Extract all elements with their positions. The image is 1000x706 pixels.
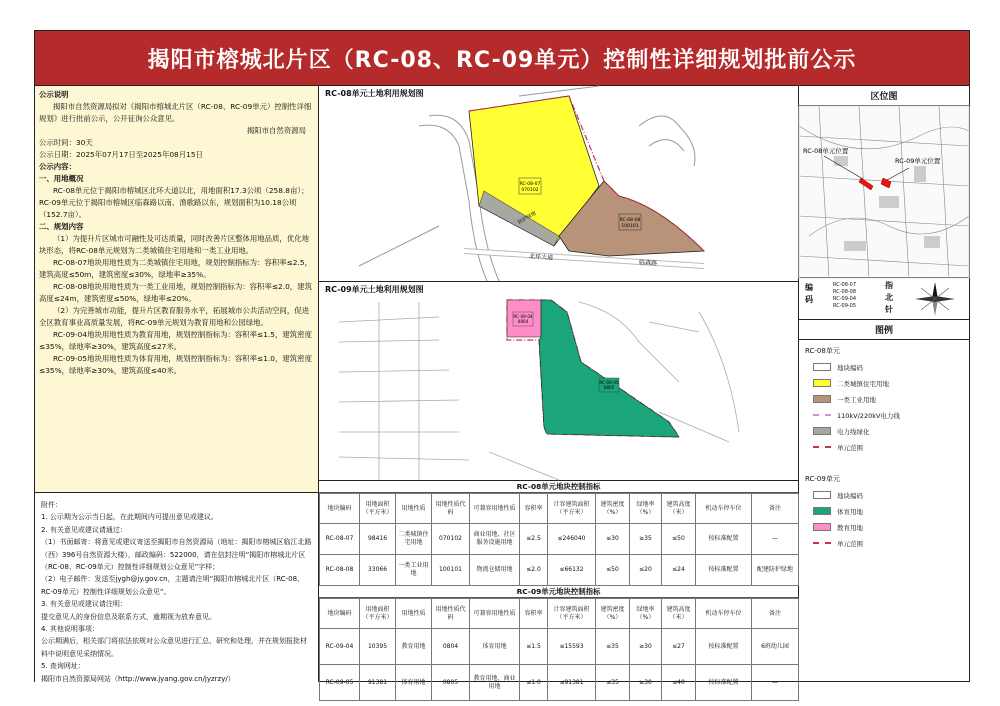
- notes-line: 5. 查询网址：: [41, 662, 85, 671]
- rc09-control-table: [319, 598, 799, 701]
- legend-item: 地块编码: [813, 490, 863, 500]
- legend-item: 一类工业用地: [813, 394, 876, 404]
- rc08-map-title: RC-08单元土地利用规划图: [325, 89, 424, 98]
- legend-item: 体育用地: [813, 506, 863, 516]
- legend-item: 单元范围: [813, 442, 863, 452]
- legend-item: 电力线绿化: [813, 426, 870, 436]
- rc09-map: [319, 282, 798, 480]
- section2-heading: 二、规划内容: [39, 222, 84, 231]
- title-bar: [35, 31, 969, 86]
- code-item: RC-09-04: [833, 296, 857, 302]
- table1-title: RC-08单元地块控制指标: [319, 481, 798, 493]
- notice-heading: 公示说明: [39, 90, 69, 99]
- legend-title: 图例: [799, 320, 969, 340]
- notice-intro: 揭阳市自然资源局拟对《揭阳市榕城北片区（RC-08、RC-09单元）控制性详细规划》进行批前公示，公开征询公众意见。: [39, 102, 312, 123]
- notes-line: 揭阳市自然资源局网站（http://www.jyang.gov.cn/jyzrzy/）: [41, 674, 235, 683]
- notes-line: （2）电子邮件：发送至jygh@jy.gov.cn，主题请注明“揭阳市榕城北片区（RC-08、RC-09单元）控制性详细规划公众意见”。: [41, 575, 305, 596]
- section2-para: （2）为完善城市功能，提升片区教育服务水平，拓展城市公共活动空间，促进全区教育事业高质量发展，将RC-09单元规划为教育用地和公园绿地。: [39, 306, 309, 327]
- rc08-position-label: RC-08单元位置: [803, 147, 849, 155]
- section2-para: （1）为提升片区城市可融性及可达质量，同时改善片区整体用地品质，优化地块形态，将RC-08单元规划为二类城镇住宅用地和一类工业用地。: [39, 234, 309, 255]
- rc08-buffer-label: 防护绿地: [517, 210, 538, 226]
- table-row: RC-09-05 91381 体育用地 0805 教育用地、商业用地 ≤1.0 ≤91381 ≤35 ≥30 ≤40 按标准配置 —: [320, 665, 799, 701]
- rc09-04-code: 0804: [517, 319, 529, 324]
- code-item: RC-08-08: [833, 289, 857, 295]
- rc09-05-code: 0805: [603, 385, 615, 390]
- notes-heading: 附件：: [41, 501, 62, 509]
- legend-item: 110kV/220kV电力线: [813, 410, 900, 420]
- rc08-map-drawing: [319, 86, 798, 281]
- rc08-map: [319, 86, 798, 282]
- page-title: 揭阳市榕城北片区（RC-08、RC-09单元）控制性详细规划批前公示: [147, 47, 857, 73]
- rc08-08-id: RC-08-08: [619, 218, 641, 223]
- section1-heading: 一、用地概况: [39, 174, 84, 183]
- rc09-location-marker: [881, 178, 891, 188]
- section2-para: RC-08-07地块用地性质为二类城镇住宅用地，规划控制指标为：容积率≤2.5，建筑高度≤50m，建筑密度≤30%，绿地率≥35%。: [39, 258, 312, 279]
- left-column: [35, 86, 319, 682]
- notice-dates: 公示日期：2025年07月17日至2025年08月15日: [39, 150, 203, 159]
- legend-item: 教育用地: [813, 522, 863, 532]
- location-map-drawing: [799, 106, 969, 278]
- rc08-road-label: 临森路: [638, 259, 658, 268]
- rc09-position-label: RC-09单元位置: [895, 157, 941, 165]
- section2-para: RC-08-08地块用地性质为一类工业用地，规划控制指标为：容积率≤2.0，建筑高度≤24m，建筑密度≤50%，绿地率≤20%。: [39, 282, 312, 303]
- location-title: 区位图: [799, 86, 969, 106]
- legend-panel: [799, 340, 969, 682]
- rc09-05-plot: [539, 300, 679, 437]
- page-frame: [34, 30, 970, 690]
- code-item: RC-09-05: [833, 303, 857, 309]
- compass-label: 指北针: [885, 281, 893, 314]
- table-row: RC-09-04 10395 教育用地 0804 体育用地 ≤1.5 ≤15593 ≤35 ≥30 ≤27 按标准配置 6班幼儿园: [320, 629, 799, 665]
- legend-group-rc08: RC-08单元: [805, 347, 840, 355]
- notes-line: 2. 有关意见或建议请通过：: [41, 525, 127, 534]
- content-heading: 公示内容：: [39, 162, 76, 171]
- tables-area: [319, 481, 799, 690]
- notes-line: 公示期满后，相关部门将依法依规对公众意见进行汇总、研究和处理，并在规划报批材料中说明意见采纳情况。: [41, 637, 307, 658]
- location-map: [799, 106, 969, 278]
- notes-line: 3. 有关意见或建议请注明：: [41, 600, 127, 609]
- rc08-road-label: 北环大道: [528, 253, 554, 262]
- code-label: 编码: [805, 283, 813, 304]
- rc08-08-code: 100101: [621, 224, 639, 229]
- legend-item: 单元范围: [813, 538, 863, 548]
- legend-group-rc09: RC-09单元: [805, 475, 840, 483]
- legend-item: 地块编码: [813, 362, 863, 372]
- rc09-05-id: RC-09-05: [599, 380, 619, 385]
- rc08-control-table: [319, 493, 799, 586]
- table-header-row: 地块编码 用地面积（平方米） 用地性质 用地性质代码 可兼容用地性质 容积率 计容建筑面积（平方米） 建筑密度（%） 绿地率（%） 建筑高度（米） 机动车停车位 备注: [320, 599, 799, 629]
- rc08-07-code: 070102: [521, 188, 539, 193]
- right-column: [799, 86, 969, 682]
- code-item: RC-08-07: [833, 282, 857, 288]
- notes-panel: [35, 493, 318, 682]
- notes-line: 4. 其他说明事项：: [41, 625, 99, 634]
- rc09-04-id: RC-09-04: [513, 314, 533, 319]
- notes-line: 1. 公示期为公示当日起，在此期间内可提出意见或建议。: [41, 513, 218, 522]
- notes-line: 提交意见人的身份信息及联系方式，逾期视为放弃意见。: [41, 612, 216, 621]
- section2-para: RC-09-04地块用地性质为教育用地，规划控制指标为：容积率≤1.5，建筑密度≤35%，绿地率≥30%，建筑高度≤27米。: [39, 330, 312, 351]
- legend-item: 二类城镇住宅用地: [813, 378, 889, 388]
- compass-icon: [905, 278, 965, 320]
- code-list: [833, 282, 856, 310]
- section2-para: RC-09-05地块用地性质为体育用地，规划控制指标为：容积率≤1.0，建筑密度≤35%，绿地率≥30%，建筑高度≤40米。: [39, 354, 312, 375]
- table-row: RC-08-07 98416 二类城镇住宅用地 070102 商业用地、社区服务设施用地 ≤2.5 ≤246040 ≤30 ≥35 ≤50 按标准配置 —: [320, 524, 799, 555]
- rc09-map-drawing: [319, 282, 798, 480]
- rc09-map-title: RC-09单元土地利用规划图: [325, 285, 424, 294]
- notes-line: （1）书面邮寄：将意见或建议寄送至揭阳市自然资源局（地址：揭阳市榕城区临江北路（西）396号自然资源大楼），邮政编码：522000，请在信封注明“揭阳市榕城北片区（RC-08、RC-09单元）控制性详细规划公众意见”字样；: [41, 538, 312, 572]
- table-row: RC-08-08 33066 一类工业用地 100101 物流仓储用地 ≤2.0 ≤66132 ≤50 ≤20 ≤24 按标准配置 配建防护绿地: [320, 555, 799, 586]
- notice-panel: [35, 86, 318, 493]
- code-compass-row: [799, 278, 969, 320]
- rc08-07-id: RC-08-07: [519, 182, 541, 187]
- section1-text: RC-08单元位于揭阳市榕城区北环大道以北，用地面积17.3公顷（258.8亩）；RC-09单元位于揭阳市榕城区临森路以南、渔歌路以东，规划面积为10.18公顷（152.7亩）。: [39, 186, 309, 219]
- notice-issuer: 揭阳市自然资源局: [246, 126, 306, 135]
- table-header-row: 地块编码 用地面积（平方米） 用地性质 用地性质代码 可兼容用地性质 容积率 计容建筑面积（平方米） 建筑密度（%） 绿地率（%） 建筑高度（米） 机动车停车位 备注: [320, 494, 799, 524]
- table2-title: RC-09单元地块控制指标: [319, 586, 798, 598]
- maps-area: [319, 86, 799, 481]
- notice-period: 公示时间：30天: [39, 138, 93, 147]
